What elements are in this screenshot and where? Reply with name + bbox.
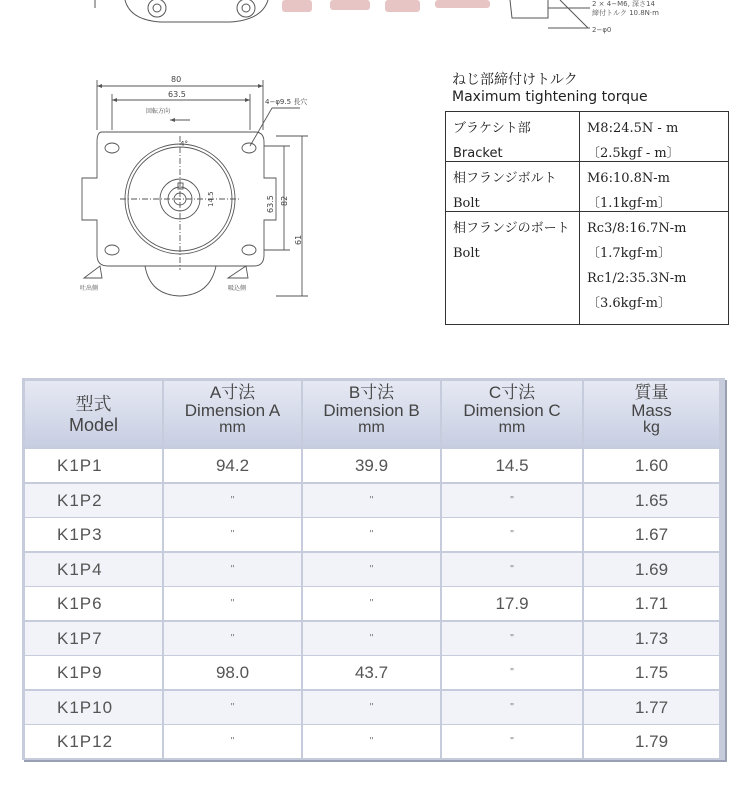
header-unit: mm bbox=[498, 419, 526, 436]
cell-c: " bbox=[442, 725, 582, 758]
header-unit: kg bbox=[643, 419, 660, 436]
header-dimension-b bbox=[303, 381, 440, 447]
cell-a: " bbox=[164, 622, 301, 655]
table-row bbox=[25, 656, 719, 689]
cell-model: K1P9 bbox=[25, 656, 162, 689]
cell-c: " bbox=[442, 622, 582, 655]
header-dimension-a bbox=[164, 381, 301, 447]
cell-a: 94.2 bbox=[164, 449, 301, 482]
top-notes bbox=[592, 0, 659, 35]
header-model bbox=[25, 381, 162, 447]
cell-c: 14.5 bbox=[442, 449, 582, 482]
cell-b: " bbox=[303, 587, 440, 620]
cell-a: " bbox=[164, 587, 301, 620]
table-row bbox=[25, 518, 719, 551]
torque-value: M8:24.5N - m bbox=[587, 121, 679, 136]
cell-c: " bbox=[442, 518, 582, 551]
torque-row-label bbox=[446, 212, 580, 324]
header-en: Dimension C bbox=[463, 401, 561, 420]
torque-row-label bbox=[446, 112, 580, 161]
table-row bbox=[25, 484, 719, 517]
cell-mass: 1.60 bbox=[584, 449, 719, 482]
header-en: Dimension B bbox=[323, 401, 420, 420]
header-jp: 質量 bbox=[634, 383, 669, 402]
header-unit: mm bbox=[219, 419, 246, 436]
dimension-table bbox=[22, 378, 725, 760]
torque-title-jp: ねじ部締付けトルク bbox=[452, 72, 578, 88]
cell-c: " bbox=[442, 553, 582, 586]
table-row bbox=[25, 725, 719, 758]
cell-mass: 1.73 bbox=[584, 622, 719, 655]
cell-a: " bbox=[164, 518, 301, 551]
cell-b: " bbox=[303, 518, 440, 551]
watermark-fragment bbox=[282, 0, 490, 12]
cell-a: " bbox=[164, 553, 301, 586]
torque-row-label bbox=[446, 162, 580, 211]
header-jp: 型式 bbox=[75, 394, 112, 414]
header-dimension-c bbox=[442, 381, 582, 447]
dimension-63-5: 63.5 bbox=[168, 90, 186, 99]
cell-mass: 1.65 bbox=[584, 484, 719, 517]
rotation-label: 回転方向 bbox=[146, 108, 171, 115]
key-label: 4° bbox=[180, 140, 188, 148]
dimension-82: 82 bbox=[280, 195, 289, 206]
torque-row-value bbox=[580, 112, 728, 161]
cell-model: K1P12 bbox=[25, 725, 162, 758]
cell-a: " bbox=[164, 725, 301, 758]
cell-c: " bbox=[442, 484, 582, 517]
cell-b: " bbox=[303, 691, 440, 724]
header-en: Dimension A bbox=[184, 401, 281, 420]
cell-b: " bbox=[303, 622, 440, 655]
shaft-dimension: 14.5 bbox=[207, 191, 215, 207]
header-mass bbox=[584, 381, 719, 447]
table-row bbox=[25, 449, 719, 482]
torque-value: Rc1/2:35.3N-m bbox=[587, 271, 687, 286]
torque-title-en: Maximum tightening torque bbox=[452, 89, 648, 105]
torque-label-jp: ブラケシト部 bbox=[453, 121, 531, 136]
outlet-label: 吐出側 bbox=[80, 285, 99, 292]
top-note-line: 2 × 4−M6, 深さ14 bbox=[592, 0, 655, 8]
cell-mass: 1.75 bbox=[584, 656, 719, 689]
cell-a: 98.0 bbox=[164, 656, 301, 689]
header-jp: C寸法 bbox=[488, 383, 536, 402]
cell-b: " bbox=[303, 725, 440, 758]
cell-mass: 1.79 bbox=[584, 725, 719, 758]
torque-label-en: Bolt bbox=[453, 246, 480, 261]
cell-c: " bbox=[442, 691, 582, 724]
cell-b: 43.7 bbox=[303, 656, 440, 689]
table-row bbox=[25, 622, 719, 655]
torque-label-en: Bracket bbox=[453, 146, 503, 161]
torque-row bbox=[446, 212, 728, 324]
cell-a: " bbox=[164, 691, 301, 724]
inlet-label: 吸込側 bbox=[228, 285, 247, 292]
header-jp: A寸法 bbox=[209, 383, 256, 402]
torque-table bbox=[445, 111, 729, 325]
torque-value: M6:10.8N-m bbox=[587, 171, 671, 186]
torque-row bbox=[446, 162, 728, 212]
header-en: Mass bbox=[631, 401, 672, 420]
top-note-line: 2−φ0 bbox=[592, 26, 612, 34]
table-row bbox=[25, 691, 719, 724]
dimension-63-5-vertical: 63.5 bbox=[266, 195, 275, 213]
cell-model: K1P6 bbox=[25, 587, 162, 620]
cell-model: K1P3 bbox=[25, 518, 162, 551]
top-note-line: 締付トルク 10.8N·m bbox=[592, 9, 659, 17]
cell-model: K1P1 bbox=[25, 449, 162, 482]
dimension-61: 61 bbox=[294, 234, 303, 245]
torque-label-jp: 相フランジのボート bbox=[453, 221, 570, 236]
cell-model: K1P7 bbox=[25, 622, 162, 655]
torque-value: 〔1.1kgf-m〕 bbox=[587, 196, 671, 211]
cell-mass: 1.77 bbox=[584, 691, 719, 724]
header-jp: B寸法 bbox=[348, 383, 395, 402]
cell-mass: 1.67 bbox=[584, 518, 719, 551]
torque-row bbox=[446, 112, 728, 162]
hole-label: 4−φ9.5 長穴 bbox=[265, 98, 308, 106]
cell-model: K1P10 bbox=[25, 691, 162, 724]
torque-value: 〔2.5kgf - m〕 bbox=[587, 146, 680, 161]
dimension-80: 80 bbox=[171, 75, 182, 84]
torque-row-value bbox=[580, 162, 728, 211]
header-en: Model bbox=[68, 415, 119, 435]
torque-title bbox=[452, 72, 648, 106]
cell-mass: 1.69 bbox=[584, 553, 719, 586]
table-row bbox=[25, 587, 719, 620]
cell-b: " bbox=[303, 484, 440, 517]
torque-label-jp: 相フランジボルト bbox=[453, 171, 557, 186]
torque-value: Rc3/8:16.7N-m bbox=[587, 221, 687, 236]
cell-model: K1P2 bbox=[25, 484, 162, 517]
cell-a: " bbox=[164, 484, 301, 517]
cell-c: 17.9 bbox=[442, 587, 582, 620]
torque-value: 〔3.6kgf-m〕 bbox=[587, 296, 671, 311]
cell-b: " bbox=[303, 553, 440, 586]
cell-c: " bbox=[442, 656, 582, 689]
cell-model: K1P4 bbox=[25, 553, 162, 586]
torque-label-en: Bolt bbox=[453, 196, 480, 211]
torque-value: 〔1.7kgf-m〕 bbox=[587, 246, 671, 261]
torque-row-value bbox=[580, 212, 728, 324]
cell-mass: 1.71 bbox=[584, 587, 719, 620]
table-row bbox=[25, 553, 719, 586]
cell-b: 39.9 bbox=[303, 449, 440, 482]
header-unit: mm bbox=[358, 419, 385, 436]
